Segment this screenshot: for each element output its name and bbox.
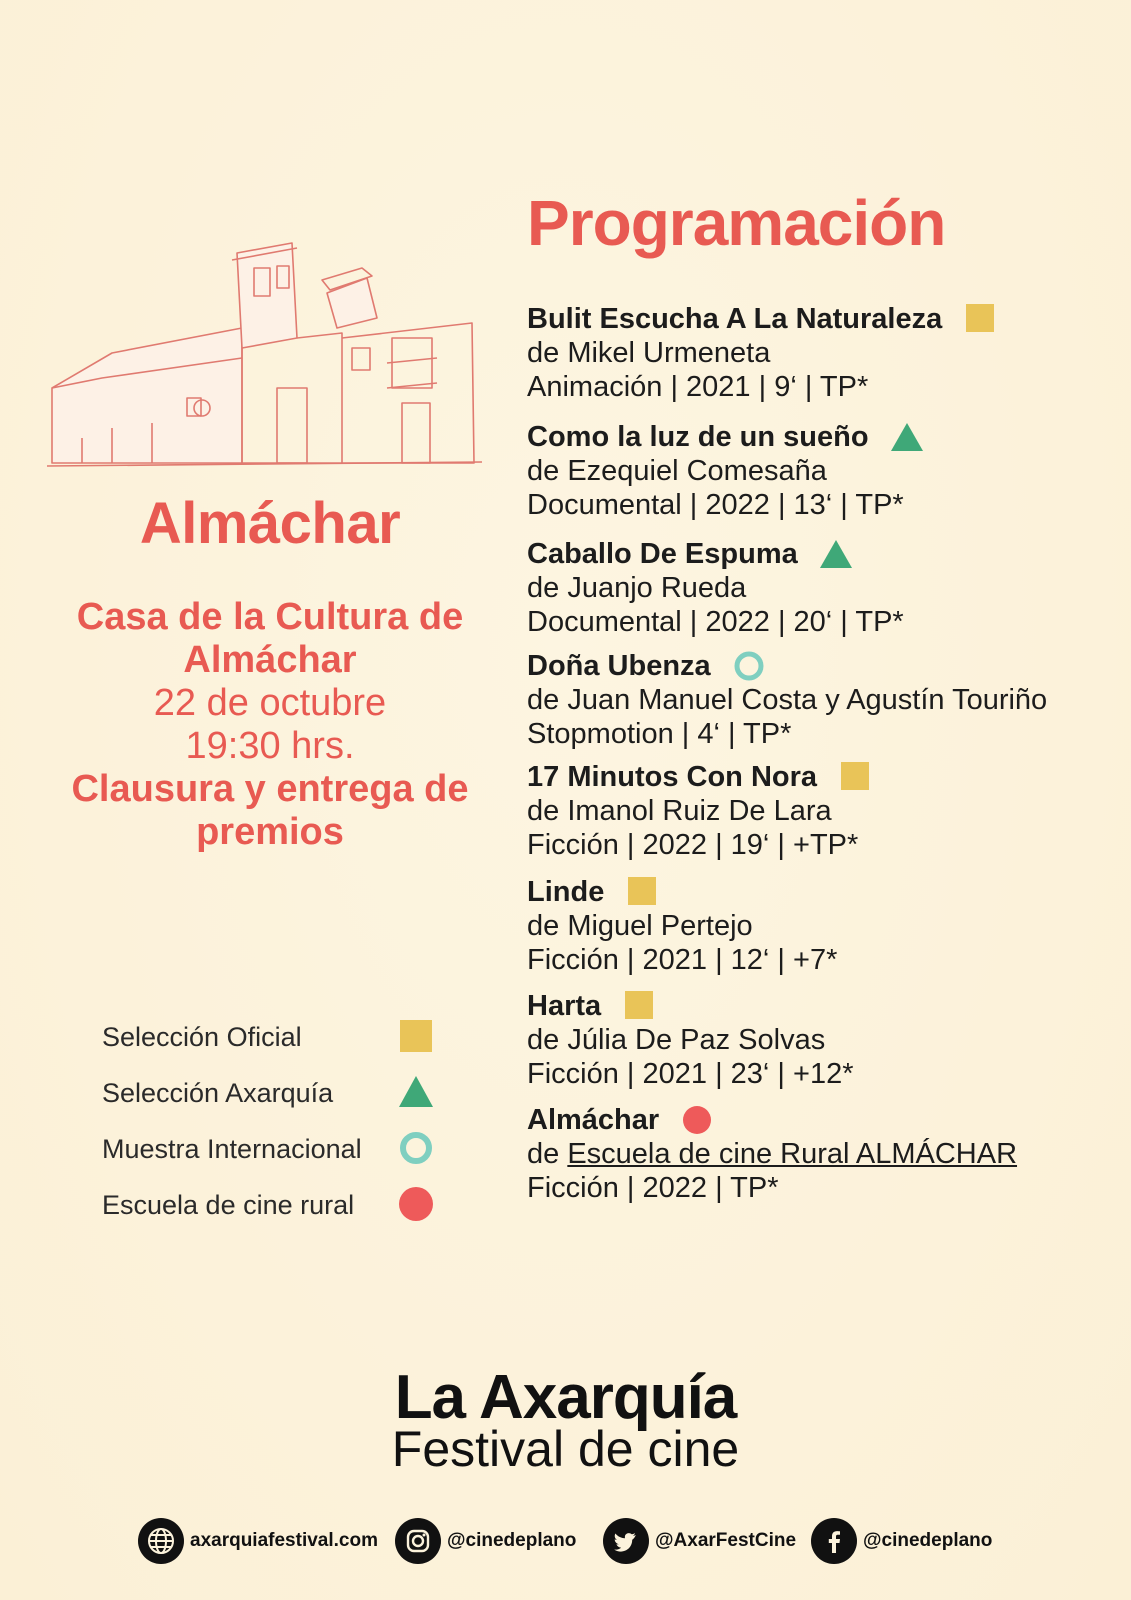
film-director: de Júlia De Paz Solvas [527,1024,826,1056]
film-title [527,420,1087,454]
film-info: Ficción | 2021 | 12‘ | +7* [527,944,838,976]
website-link[interactable]: axarquiafestival.com [190,1530,378,1551]
social-web[interactable] [138,1516,378,1566]
film-entry [527,537,1087,639]
film-title-text: Linde [527,876,605,908]
social-instagram[interactable] [395,1516,576,1566]
square-icon [839,762,871,792]
event-type: Clausura y entrega de premios [71,768,469,853]
triangle-icon [820,539,852,569]
film-title [527,1103,1087,1137]
film-entry [527,989,1087,1091]
square-icon [398,1018,434,1054]
festival-subtitle: Festival de cine [391,1421,740,1477]
film-entry [527,302,1087,404]
legend-item-muestra-internacional [102,1128,442,1184]
film-title-text: 17 Minutos Con Nora [527,761,818,793]
film-title-text: Harta [527,990,602,1022]
film-title [527,989,1087,1023]
film-info: Ficción | 2022 | 19‘ | +TP* [527,829,859,861]
legend [102,1016,442,1240]
facebook-handle[interactable]: @cinedeplano [863,1530,993,1551]
film-director: de Miguel Pertejo [527,910,753,942]
triangle-icon [398,1074,434,1110]
film-title-text: Bulit Escucha A La Naturaleza [527,303,943,335]
event-time: 19:30 hrs. [185,725,355,767]
film-director: de Juan Manuel Costa y Agustín Touriño [527,684,1048,716]
film-info: Documental | 2022 | 20‘ | TP* [527,606,904,638]
film-info: Animación | 2021 | 9‘ | TP* [527,371,869,403]
film-entry [527,875,1087,977]
facebook-icon [811,1518,857,1564]
film-title [527,875,1087,909]
ring-icon [398,1130,434,1166]
film-director: de Mikel Urmeneta [527,337,771,369]
legend-label: Selección Oficial [102,1022,302,1052]
film-info: Ficción | 2022 | TP* [527,1172,779,1204]
square-icon [964,304,996,334]
twitter-icon [603,1518,649,1564]
venue-name: Casa de la Cultura de Almáchar [76,596,464,681]
film-title-text: Almáchar [527,1104,660,1136]
legend-item-escuela-cine-rural [102,1184,442,1240]
ring-icon [733,651,765,681]
globe-icon [138,1518,184,1564]
twitter-handle[interactable]: @AxarFestCine [655,1530,797,1551]
dot-icon [398,1186,434,1222]
film-director: de Juanjo Rueda [527,572,747,604]
legend-label: Muestra Internacional [102,1134,362,1164]
instagram-handle[interactable]: @cinedeplano [447,1530,577,1551]
film-entry [527,649,1087,751]
film-entry [527,420,1087,522]
film-info: Stopmotion | 4‘ | TP* [527,718,792,750]
film-director: de Ezequiel Comesaña [527,455,827,487]
film-title-text: Como la luz de un sueño [527,421,869,453]
director-prefix: de [527,1138,568,1170]
program-heading: Programación [527,187,946,259]
film-title-text: Doña Ubenza [527,650,711,682]
film-entry [527,1103,1087,1205]
film-title [527,649,1087,683]
event-details [30,596,510,854]
triangle-icon [891,422,923,452]
town-name: Almáchar [139,491,401,556]
film-director: de Imanol Ruiz De Lara [527,795,832,827]
film-title [527,302,1087,336]
building-sketch-illustration [42,238,492,478]
school-link[interactable]: Escuela de cine Rural ALMÁCHAR [567,1138,1018,1170]
legend-item-seleccion-oficial [102,1016,442,1072]
festival-name: La Axarquía [394,1363,737,1432]
event-date: 22 de octubre [153,682,387,724]
film-info: Ficción | 2021 | 23‘ | +12* [527,1058,854,1090]
legend-item-seleccion-axarquia [102,1072,442,1128]
film-director [527,1137,1087,1171]
film-info: Documental | 2022 | 13‘ | TP* [527,489,904,521]
square-icon [626,877,658,907]
legend-label: Selección Axarquía [102,1078,334,1108]
instagram-icon [395,1518,441,1564]
legend-label: Escuela de cine rural [102,1190,355,1220]
square-icon [623,991,655,1021]
film-title-text: Caballo De Espuma [527,538,798,570]
social-twitter[interactable] [603,1516,796,1566]
dot-icon [681,1105,713,1135]
film-title [527,760,1087,794]
social-facebook[interactable] [811,1516,992,1566]
film-title [527,537,1087,571]
film-entry [527,760,1087,862]
